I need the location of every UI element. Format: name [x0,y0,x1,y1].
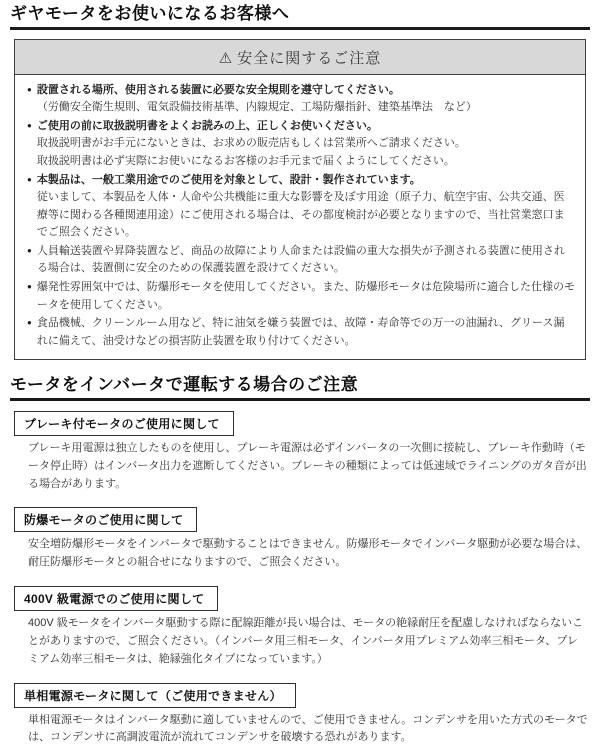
safety-notice-item [27,243,575,278]
safety-notice-item [27,315,575,350]
safety-notice-list [15,75,585,360]
bullet-icon: ● [27,118,32,130]
inverter-subsections [10,401,590,747]
inverter-subsection [10,576,590,668]
safety-item-text [37,82,575,117]
safety-notice-title: 安全に関するご注意 [237,50,381,67]
bullet-icon: ● [27,82,32,94]
safety-item-line: 設置される場所、使用される装置に必要な安全規則を遵守してください。 [37,82,575,100]
safety-item-line: 取扱説明書がお手元にないときは、お求めの販売店もしくは営業所へご請求ください。 [37,135,575,153]
bullet-icon: ● [27,279,32,291]
safety-item-line: 食品機械、クリーンルーム用など、特に油気を嫌う装置では、故障・寿命等での万一の油漏れ、グリース漏れに備えて、油受けなどの損害防止装置を取り付けてください。 [37,315,575,350]
inverter-subsection [10,401,590,493]
safety-item-line: 本製品は、一般工業用途でのご使用を対象として、設計・製作されています。 [37,172,575,190]
subsection-body-text: 安全増防爆形モータをインバータで駆動することはできません。防爆形モータでインバータ駆動が必要な場合は、耐圧防爆形モータとの組合せになりますので、ご照会ください。 [28,536,588,572]
safety-notice-item [27,279,575,314]
safety-item-line: 爆発性雰囲気中では、防爆形モータを使用してください。また、防爆形モータは危険場所に適合した仕様のモータを使用してください。 [37,279,575,314]
safety-item-line: 人員輸送装置や昇降装置など、商品の故障により人命または設備の重大な損失が予測される装置に使用される場合は、装置側に安全のための保護装置を設けてください。 [37,243,575,278]
bullet-icon: ● [27,172,32,184]
subsection-label: 防爆モータのご使用に関して [14,507,197,532]
subsection-label: 単相電源モータに関して（ご使用できません） [14,683,296,708]
subsection-label: 400V 級電源でのご使用に関して [14,586,218,611]
safety-item-text [37,279,575,314]
safety-notice-item [27,118,575,171]
safety-notice-box [14,39,586,361]
inverter-subsection [10,673,590,747]
subsection-body-text: ブレーキ用電源は独立したものを使用し、ブレーキ電源は必ずインバータの一次側に接続し、ブレーキ作動時（モータ停止時）はインバータ出力を遮断してください。ブレーキの種類によっては低速域でライニングのガタ音が出る場合があります。 [28,440,588,493]
warning-triangle-icon: ⚠ [219,49,233,67]
page-title: ギヤモータをお使いになるお客様へ [10,2,590,30]
subsection-label: ブレーキ付モータのご使用に関して [14,411,234,436]
safety-item-line: （労働安全衛生規則、電気設備技術基準、内線規定、工場防爆指針、建築基準法 など） [37,99,575,117]
safety-item-text [37,172,575,242]
safety-item-line: 従いまして、本製品を人体・人命や公共機能に重大な影響を及ぼす用途（原子力、航空宇宙、公共交通、医療等に関わる各種関連用途）にご使用される場合は、その都度検討が必要となりますので、当社営業窓口までご照会ください。 [37,189,575,242]
safety-item-text [37,243,575,278]
safety-item-line: 取扱説明書は必ず実際にお使いになるお客様のお手元まで届くようにしてください。 [37,153,575,171]
safety-notice-item [27,172,575,242]
safety-item-line: ご使用の前に取扱説明書をよくお読みの上、正しくお使いください。 [37,118,575,136]
subsection-body-text: 400V 級モータをインバータ駆動する際に配線距離が長い場合は、モータの絶縁耐圧を配慮しなければならないことがありますので、ご照会ください。（インバータ用三相モータ、インバータ用プレミアム効率三相モータ、プレミアム効率三相モータは、絶縁強化タイプになっています。） [28,615,588,668]
safety-item-text [37,315,575,350]
safety-item-text [37,118,575,171]
safety-notice-item [27,82,575,117]
inverter-section-title: モータをインバータで運転する場合のご注意 [10,373,590,401]
bullet-icon: ● [27,243,32,255]
subsection-body-text: 単相電源モータはインバータ駆動に適していませんので、ご使用できません。コンデンサを用いた方式のモータでは、コンデンサに高調波電流が流れてコンデンサを破壊する恐れがあります。 [28,712,588,747]
inverter-subsection [10,497,590,572]
bullet-icon: ● [27,315,32,327]
safety-notice-header [15,40,585,75]
